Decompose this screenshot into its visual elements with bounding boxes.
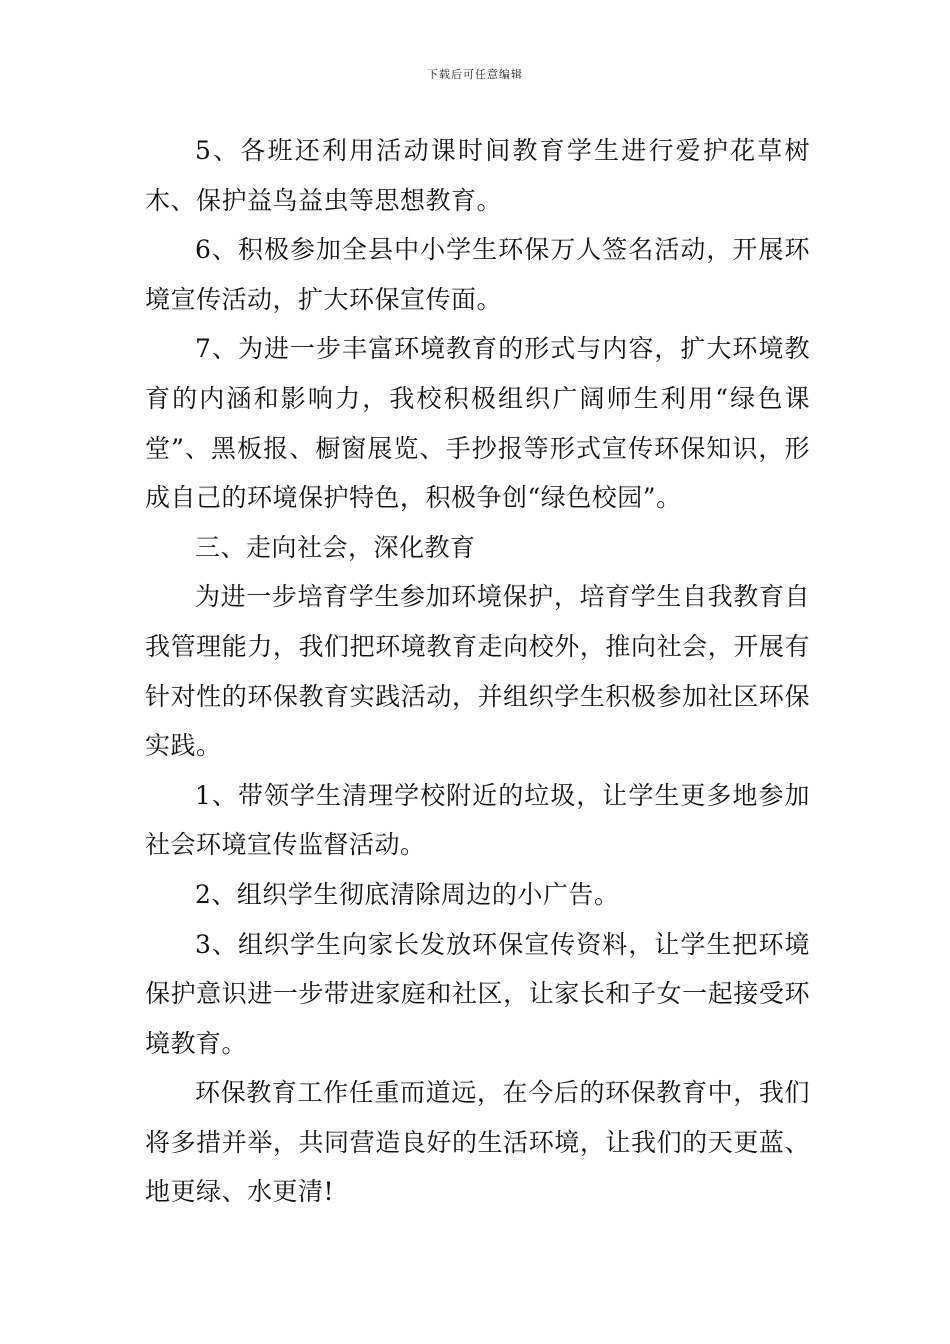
closing-paragraph: 环保教育工作任重而道远，在今后的环保教育中，我们将多措并举，共同营造良好的生活环境，让我们的天更蓝、地更绿、水更清! <box>145 1078 810 1207</box>
paragraph-item-2: 2、组织学生彻底清除周边的小广告。 <box>195 879 620 909</box>
section-heading: 三、走向社会，深化教育 <box>195 532 476 562</box>
paragraph-item-7: 7、为进一步丰富环境教育的形式与内容，扩大环境教育的内涵和影响力，我校积极组织广阔师生利用“绿色课堂”、黑板报、橱窗展览、手抄报等形式宣传环保知识，形成自己的环境保护特色，积极争创“绿色校园”。 <box>145 334 810 513</box>
paragraph-item-3: 3、组织学生向家长发放环保宣传资料，让学生把环境保护意识进一步带进家庭和社区，让家长和子女一起接受环境教育。 <box>145 929 810 1058</box>
paragraph-item-1: 1、带领学生清理学校附近的垃圾，让学生更多地参加社会环境宣传监督活动。 <box>145 780 810 860</box>
document-body <box>145 126 810 1217</box>
paragraph-item-5: 5、各班还利用活动课时间教育学生进行爱护花草树木、保护益鸟益虫等思想教育。 <box>145 136 810 215</box>
paragraph-item-6: 6、积极参加全县中小学生环保万人签名活动，开展环境宣传活动，扩大环保宣传面。 <box>145 235 810 314</box>
section-intro: 为进一步培育学生参加环境保护，培育学生自我教育自我管理能力，我们把环境教育走向校外，推向社会，开展有针对性的环保教育实践活动，并组织学生积极参加社区环保实践。 <box>145 582 810 761</box>
page-header: 下载后可任意编辑 <box>427 68 523 81</box>
